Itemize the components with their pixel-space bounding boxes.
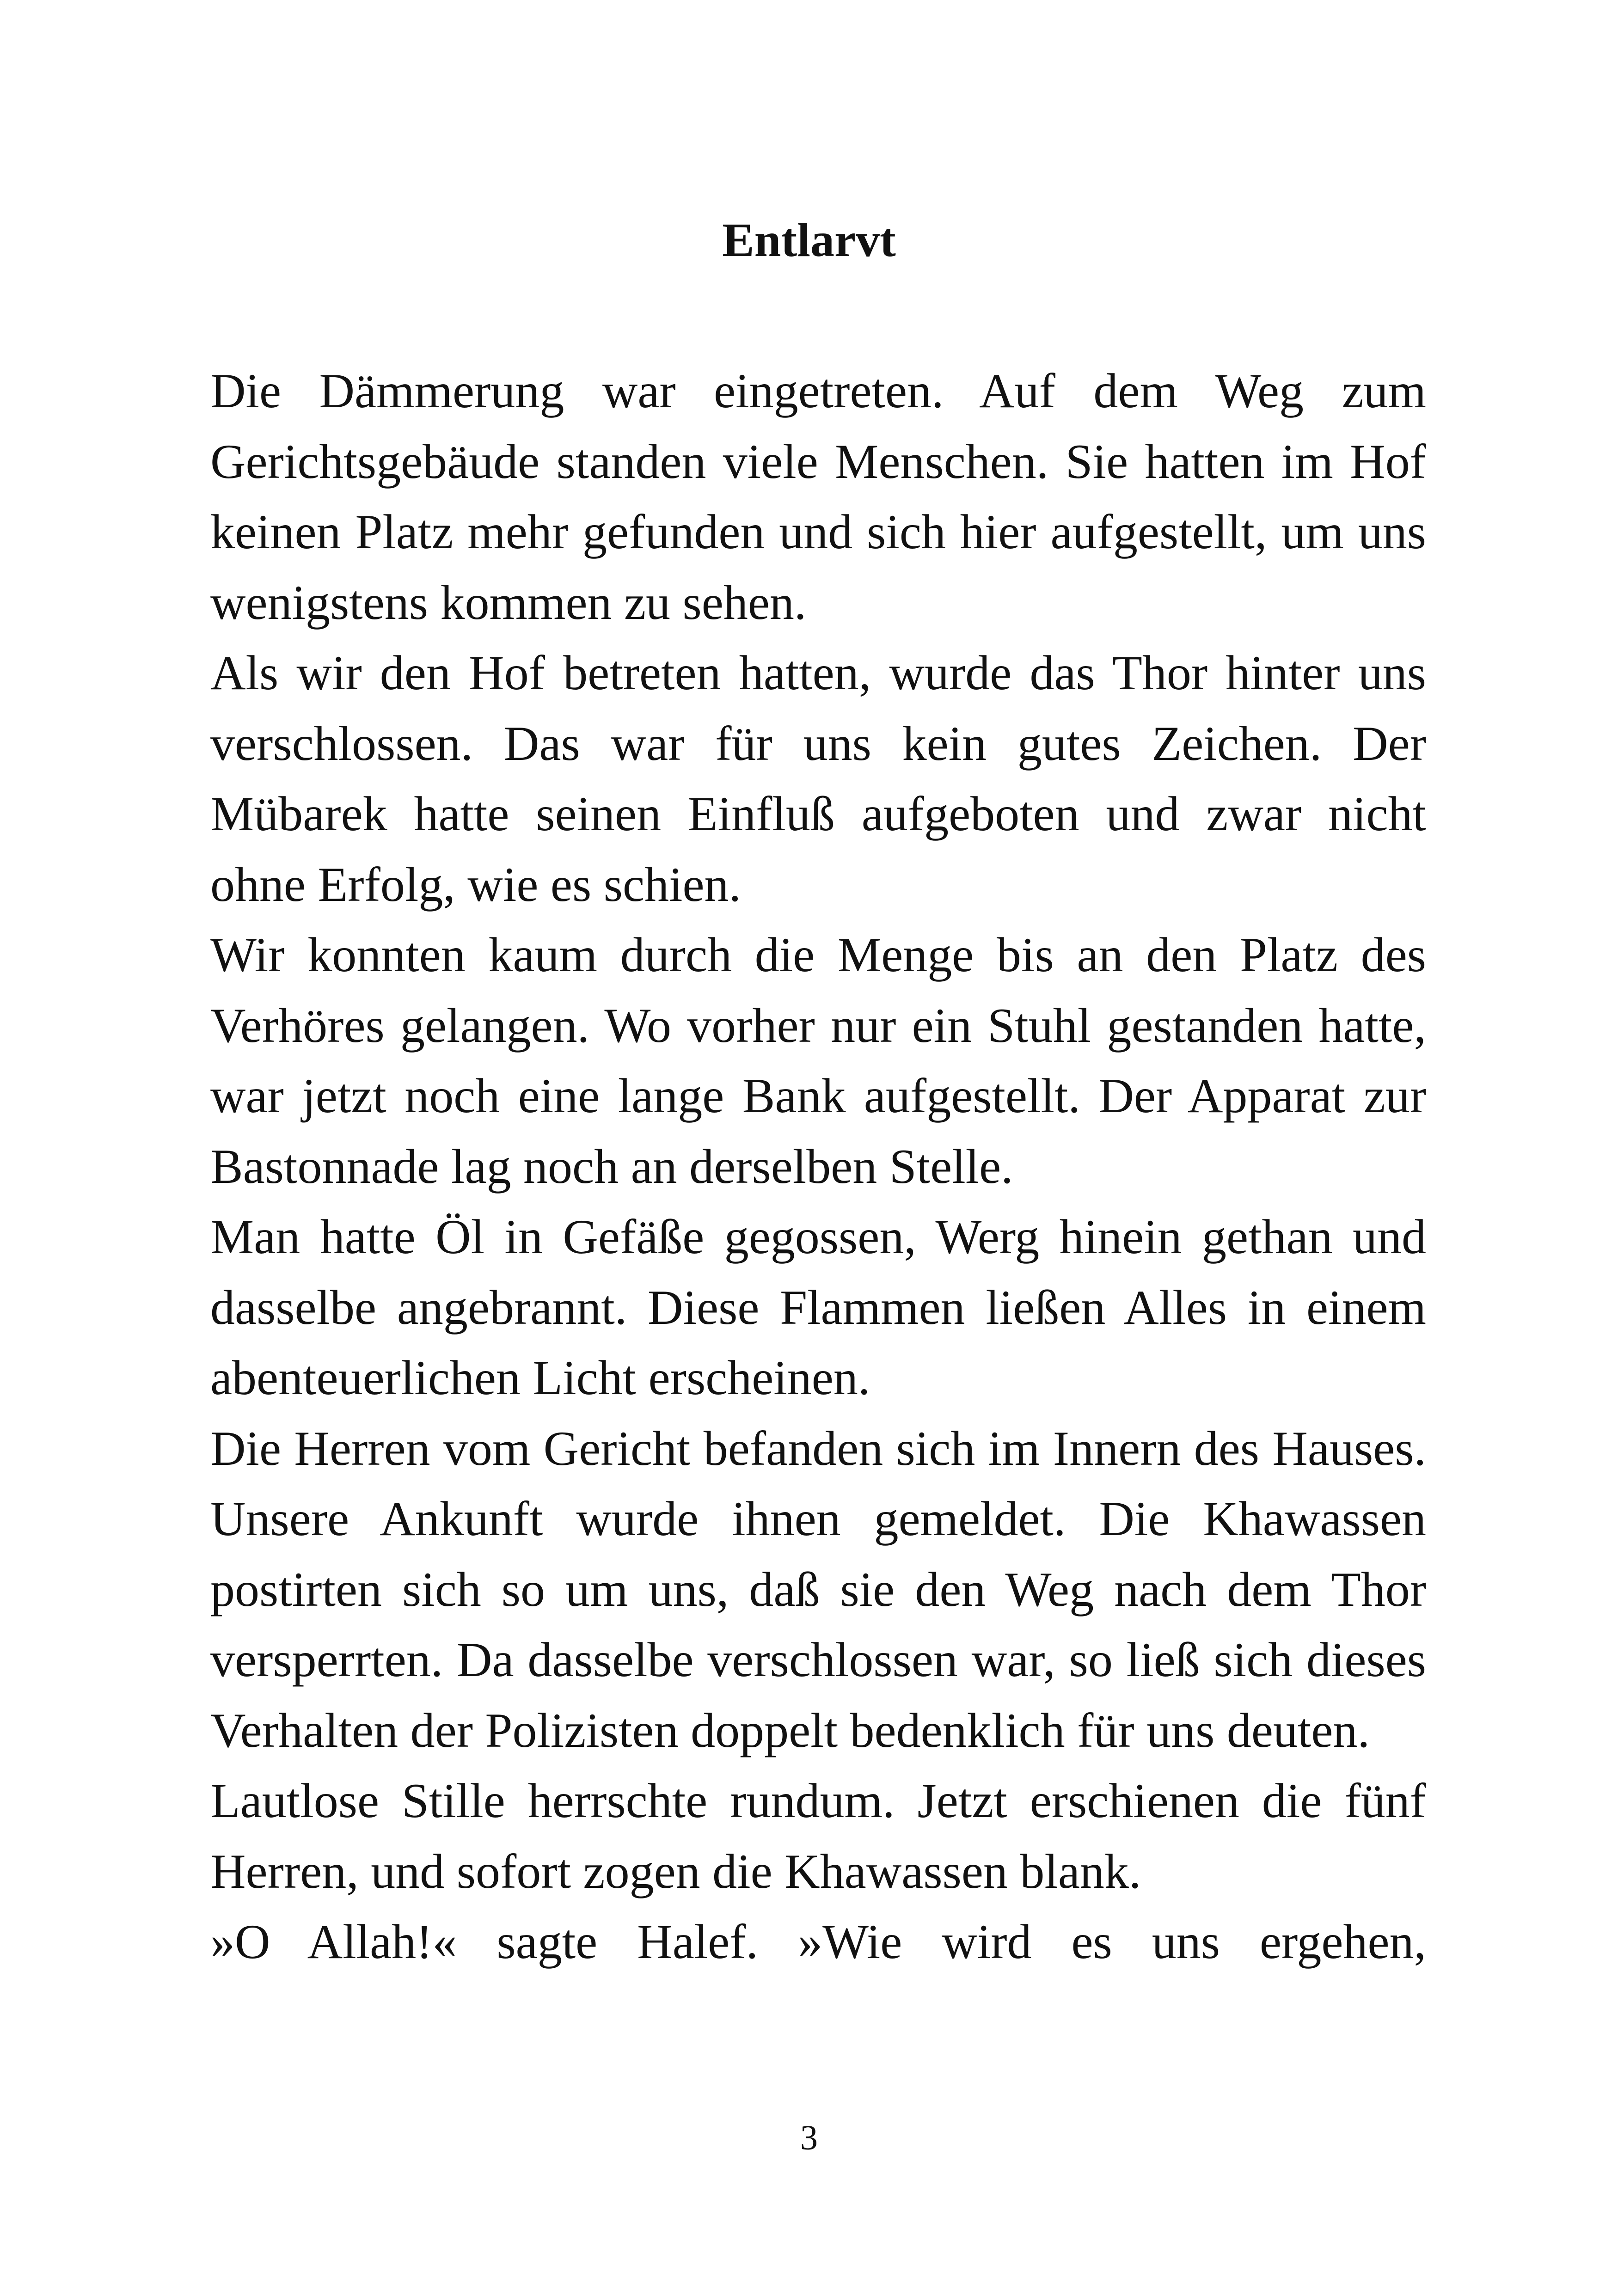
- paragraph: Die Herren vom Gericht befanden sich im Innern des Hauses. Unsere Ankunft wurde ihnen gemeldet. Die Khawassen postirten sich so um uns, daß sie den Weg nach dem Thor versperrten. Da dasselbe verschlossen war, so ließ sich dieses Verhalten der Polizisten doppelt bedenklich für uns deuten.: [210, 1421, 1426, 1757]
- paragraph: Lautlose Stille herrschte rundum. Jetzt erschienen die fünf Herren, und sofort zogen die Khawassen blank.: [210, 1774, 1426, 1898]
- paragraph-continued: »O Allah!« sagte Halef. »Wie wird es uns ergehen,: [210, 1915, 1426, 1969]
- paragraph: Wir konnten kaum durch die Menge bis an den Platz des Verhöres gelangen. Wo vorher nur ein Stuhl gestanden hatte, war jetzt noch eine lange Bank aufgestellt. Der Apparat zur Bastonnade lag noch an derselben Stelle.: [210, 928, 1426, 1194]
- paragraph: Man hatte Öl in Gefäße gegossen, Werg hinein gethan und dasselbe angebrannt. Diese Flammen ließen Alles in einem abenteuerlichen Licht erscheinen.: [210, 1210, 1426, 1405]
- chapter-title: Entlarvt: [722, 214, 896, 267]
- body-text: [210, 356, 1426, 1978]
- paragraph: Die Dämmerung war eingetreten. Auf dem Weg zum Gerichtsgebäude standen viele Menschen. Sie hatten im Hof keinen Platz mehr gefunden und sich hier aufgestellt, um uns wenigstens kommen zu sehen.: [210, 364, 1426, 630]
- page-number: 3: [800, 2118, 818, 2157]
- paragraph: Als wir den Hof betreten hatten, wurde das Thor hinter uns verschlossen. Das war für uns kein gutes Zeichen. Der Mübarek hatte seinen Einfluß aufgeboten und zwar nicht ohne Erfolg, wie es schien.: [210, 646, 1426, 912]
